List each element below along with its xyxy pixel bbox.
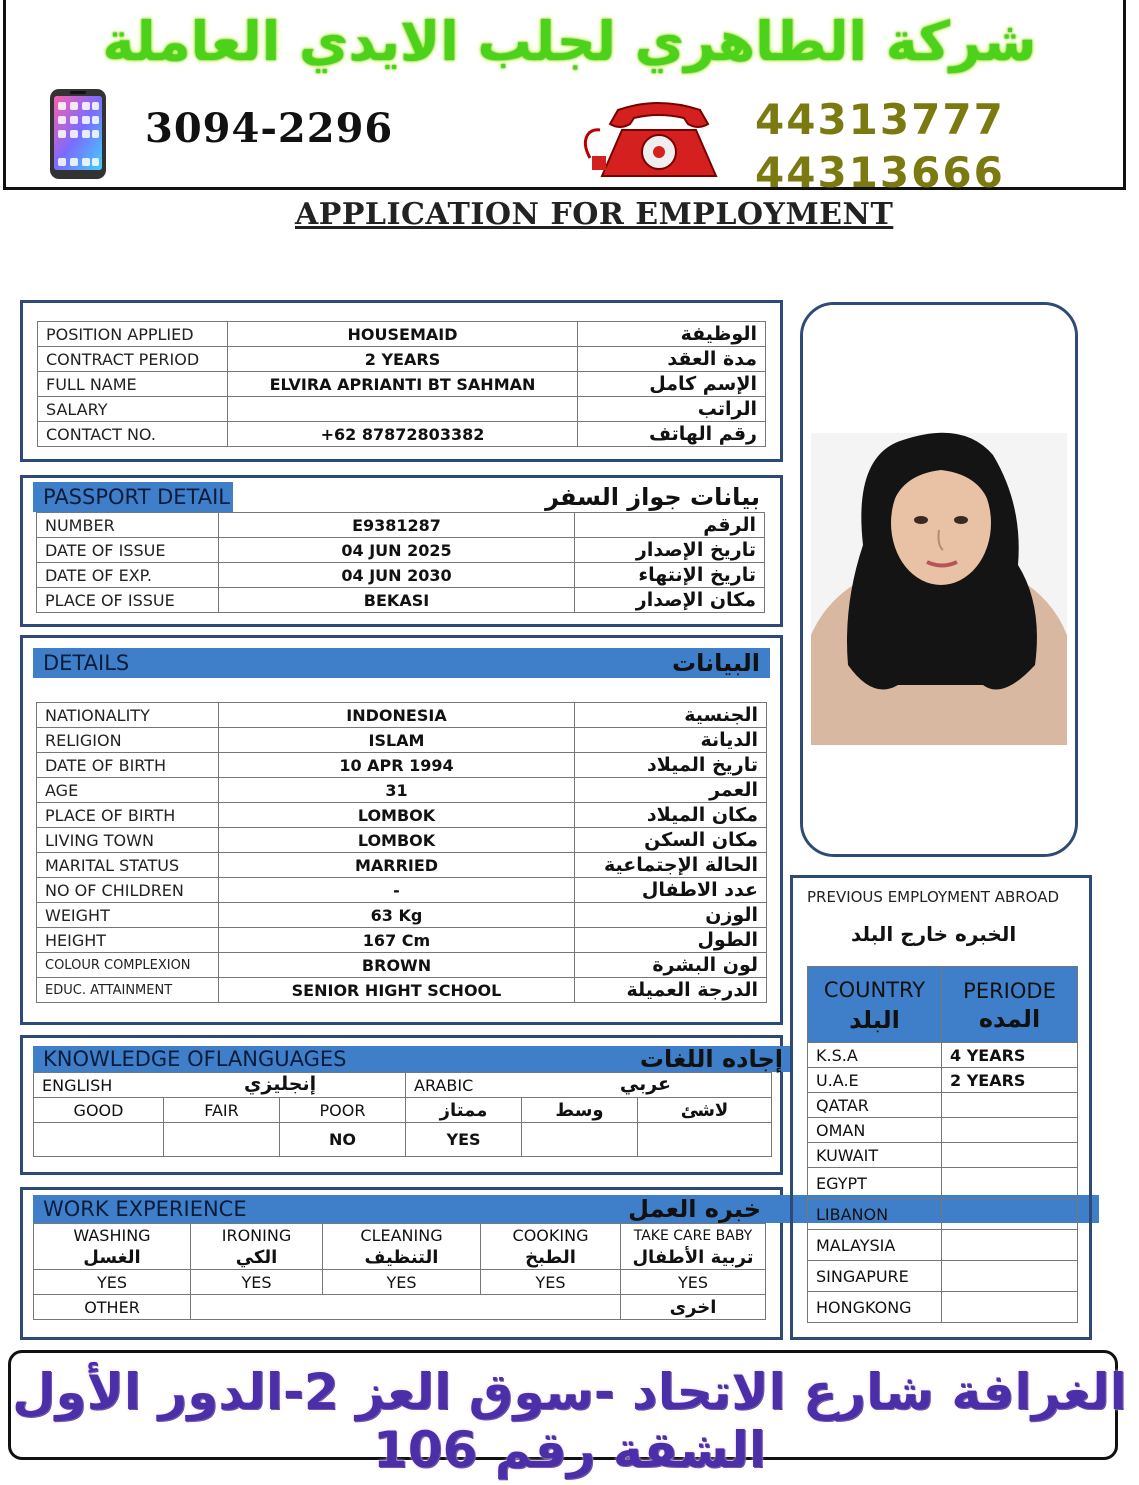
previous-employment-row xyxy=(808,1230,1078,1261)
previous-employment-row xyxy=(808,1143,1078,1168)
languages-header-bar xyxy=(33,1046,793,1072)
field-label-ar: تاريخ الميلاد xyxy=(575,753,767,778)
passport-row xyxy=(37,588,765,613)
details-row xyxy=(37,878,767,903)
field-label-ar: لون البشرة xyxy=(575,953,767,978)
field-label-ar: الوظيفة xyxy=(578,322,766,347)
field-label: NUMBER xyxy=(37,513,219,538)
field-label-ar: مدة العقد xyxy=(578,347,766,372)
language-level: FAIR xyxy=(164,1098,280,1123)
field-label: DATE OF EXP. xyxy=(37,563,219,588)
country-header: COUNTRY xyxy=(823,977,926,1002)
field-value: LOMBOK xyxy=(219,803,575,828)
previous-employment-row xyxy=(808,1043,1078,1068)
work-skill xyxy=(621,1224,766,1270)
work-skill-value: YES xyxy=(34,1270,191,1295)
languages-table xyxy=(33,1072,772,1157)
field-label-ar: الحالة الإجتماعية xyxy=(575,853,767,878)
field-label-ar: الرقم xyxy=(575,513,765,538)
field-label: NATIONALITY xyxy=(37,703,219,728)
field-label: PLACE OF ISSUE xyxy=(37,588,219,613)
field-label: POSITION APPLIED xyxy=(38,322,228,347)
general-info-row xyxy=(38,322,766,347)
language-level-value: YES xyxy=(406,1123,522,1157)
field-value: ELVIRA APRIANTI BT SAHMAN xyxy=(228,372,578,397)
field-value: BEKASI xyxy=(219,588,575,613)
field-value: 2 YEARS xyxy=(228,347,578,372)
passport-title-ar: بيانات جواز السفر xyxy=(545,483,760,511)
field-label-ar: الطول xyxy=(575,928,767,953)
details-row xyxy=(37,728,767,753)
field-label: AGE xyxy=(37,778,219,803)
field-value: LOMBOK xyxy=(219,828,575,853)
field-label-ar: الوزن xyxy=(575,903,767,928)
work-skill-label: IRONING xyxy=(221,1225,292,1245)
phone-number-1: 44313777 xyxy=(755,95,1005,144)
field-value: - xyxy=(219,878,575,903)
applicant-photo xyxy=(803,305,1075,854)
country-period xyxy=(942,1261,1078,1292)
details-row xyxy=(37,803,767,828)
company-name: شركة الطاهري لجلب الايدي العاملة xyxy=(102,10,1037,73)
smartphone-icon xyxy=(48,88,108,180)
previous-employment-title: PREVIOUS EMPLOYMENT ABROAD xyxy=(807,888,1060,906)
language-arabic: ARABIC xyxy=(414,1075,474,1095)
country-header-ar: البلد xyxy=(849,1005,900,1034)
country-name: KUWAIT xyxy=(808,1143,942,1168)
field-value: 04 JUN 2025 xyxy=(219,538,575,563)
country-period xyxy=(942,1118,1078,1143)
country-name: MALAYSIA xyxy=(808,1230,942,1261)
language-level: ممتاز xyxy=(406,1098,522,1123)
field-label-ar: مكان الإصدار xyxy=(575,588,765,613)
field-label: NO OF CHILDREN xyxy=(37,878,219,903)
field-value: MARRIED xyxy=(219,853,575,878)
language-english: ENGLISH xyxy=(42,1075,113,1095)
previous-employment-row xyxy=(808,1093,1078,1118)
field-label: CONTRACT PERIOD xyxy=(38,347,228,372)
details-title: DETAILS xyxy=(43,651,130,675)
general-info-panel xyxy=(20,300,783,462)
work-skill-label-ar: الطبخ xyxy=(525,1246,576,1268)
field-label-ar: الجنسية xyxy=(575,703,767,728)
previous-employment-table xyxy=(807,966,1078,1323)
field-label-ar: العمر xyxy=(575,778,767,803)
work-skill-label-ar: الكي xyxy=(235,1246,278,1268)
field-value: SENIOR HIGHT SCHOOL xyxy=(219,978,575,1003)
general-info-row xyxy=(38,397,766,422)
work-skill-label-ar: التنظيف xyxy=(364,1246,439,1268)
previous-employment-row xyxy=(808,1118,1078,1143)
language-level: POOR xyxy=(280,1098,406,1123)
field-value: 04 JUN 2030 xyxy=(219,563,575,588)
details-row xyxy=(37,828,767,853)
work-skill xyxy=(191,1224,323,1270)
form-title: APPLICATION FOR EMPLOYMENT xyxy=(295,197,894,232)
details-title-ar: البيانات xyxy=(672,649,760,677)
telephone-icon xyxy=(580,100,735,182)
field-label: PLACE OF BIRTH xyxy=(37,803,219,828)
passport-table xyxy=(36,512,765,613)
work-skill-label: CLEANING xyxy=(360,1225,443,1245)
work-title: WORK EXPERIENCE xyxy=(43,1197,247,1221)
country-name: SINGAPURE xyxy=(808,1261,942,1292)
field-value: +62 87872803382 xyxy=(228,422,578,447)
work-skill-value: YES xyxy=(191,1270,323,1295)
country-name: K.S.A xyxy=(808,1043,942,1068)
work-skill-label-ar: الغسل xyxy=(83,1246,141,1268)
work-other-label: OTHER xyxy=(34,1295,191,1320)
work-skill-label-ar: تربية الأطفال xyxy=(632,1246,754,1268)
field-label: FULL NAME xyxy=(38,372,228,397)
previous-employment-row xyxy=(808,1199,1078,1230)
field-label: MARITAL STATUS xyxy=(37,853,219,878)
field-value: 10 APR 1994 xyxy=(219,753,575,778)
field-value: ISLAM xyxy=(219,728,575,753)
work-skill-label: TAKE CARE BABY xyxy=(633,1227,753,1244)
details-row xyxy=(37,778,767,803)
general-info-row xyxy=(38,372,766,397)
field-label: WEIGHT xyxy=(37,903,219,928)
details-row xyxy=(37,903,767,928)
field-label-ar: تاريخ الإنتهاء xyxy=(575,563,765,588)
details-table xyxy=(36,702,767,1003)
work-skill-label: COOKING xyxy=(512,1225,589,1245)
details-row xyxy=(37,953,767,978)
country-period xyxy=(942,1143,1078,1168)
previous-employment-row xyxy=(808,1261,1078,1292)
languages-title-ar: إجاده اللغات xyxy=(639,1045,783,1073)
country-name: QATAR xyxy=(808,1093,942,1118)
passport-row xyxy=(37,513,765,538)
field-value: HOUSEMAID xyxy=(228,322,578,347)
details-row xyxy=(37,928,767,953)
field-value: E9381287 xyxy=(219,513,575,538)
details-row xyxy=(37,978,767,1003)
country-name: U.A.E xyxy=(808,1068,942,1093)
previous-employment-row xyxy=(808,1068,1078,1093)
work-title-ar: خبره العمل xyxy=(628,1195,761,1223)
field-value: INDONESIA xyxy=(219,703,575,728)
country-period xyxy=(942,1168,1078,1199)
previous-employment-row xyxy=(808,1168,1078,1199)
country-period xyxy=(942,1230,1078,1261)
work-skill-value: YES xyxy=(481,1270,621,1295)
applicant-photo-frame xyxy=(800,302,1078,857)
general-info-table xyxy=(37,321,766,447)
passport-row xyxy=(37,538,765,563)
field-label: SALARY xyxy=(38,397,228,422)
field-label-ar: مكان الميلاد xyxy=(575,803,767,828)
work-skill-value: YES xyxy=(323,1270,481,1295)
details-row xyxy=(37,703,767,728)
country-period xyxy=(942,1199,1078,1230)
field-label: HEIGHT xyxy=(37,928,219,953)
country-period xyxy=(942,1292,1078,1323)
field-label: LIVING TOWN xyxy=(37,828,219,853)
language-level-value xyxy=(638,1123,772,1157)
field-value: 63 Kg xyxy=(219,903,575,928)
language-level: لاشئ xyxy=(638,1098,772,1123)
country-name: OMAN xyxy=(808,1118,942,1143)
field-label: DATE OF BIRTH xyxy=(37,753,219,778)
field-label: DATE OF ISSUE xyxy=(37,538,219,563)
field-label-ar: تاريخ الإصدار xyxy=(575,538,765,563)
field-label: COLOUR COMPLEXION xyxy=(37,953,219,978)
field-label: EDUC. ATTAINMENT xyxy=(37,978,219,1003)
period-header: PERIODE xyxy=(963,978,1056,1003)
field-value: 31 xyxy=(219,778,575,803)
country-name: LIBANON xyxy=(808,1199,942,1230)
work-skill-value: YES xyxy=(621,1270,766,1295)
work-other-label-ar: اخرى xyxy=(621,1295,766,1320)
languages-title: KNOWLEDGE OFLANGUAGES xyxy=(43,1047,347,1071)
field-label-ar: مكان السكن xyxy=(575,828,767,853)
field-value: 167 Cm xyxy=(219,928,575,953)
previous-employment-panel xyxy=(790,875,1092,1340)
passport-title: PASSPORT DETAIL xyxy=(43,485,231,509)
field-label-ar: الراتب xyxy=(578,397,766,422)
work-skill xyxy=(323,1224,481,1270)
language-level-value: NO xyxy=(280,1123,406,1157)
language-level-value xyxy=(34,1123,164,1157)
work-skill xyxy=(34,1224,191,1270)
work-experience-panel xyxy=(20,1187,783,1340)
general-info-row xyxy=(38,422,766,447)
field-label-ar: عدد الاطفال xyxy=(575,878,767,903)
country-period xyxy=(942,1093,1078,1118)
details-panel xyxy=(20,635,783,1025)
field-label-ar: الدرجة العميلة xyxy=(575,978,767,1003)
details-row xyxy=(37,853,767,878)
language-level: GOOD xyxy=(34,1098,164,1123)
field-label-ar: الإسم كامل xyxy=(578,372,766,397)
field-label: RELIGION xyxy=(37,728,219,753)
field-value: BROWN xyxy=(219,953,575,978)
details-row xyxy=(37,753,767,778)
passport-panel xyxy=(20,475,783,627)
passport-header-bar xyxy=(33,482,770,512)
details-header-bar xyxy=(33,648,770,678)
general-info-row xyxy=(38,347,766,372)
mobile-number: 3094-2296 xyxy=(145,105,394,152)
country-period: 2 YEARS xyxy=(942,1068,1078,1093)
language-arabic-ar: عربي xyxy=(619,1073,672,1095)
field-label-ar: رقم الهاتف xyxy=(578,422,766,447)
field-label-ar: الديانة xyxy=(575,728,767,753)
language-english-ar: إنجليزي xyxy=(244,1073,317,1095)
field-value xyxy=(228,397,578,422)
previous-employment-row xyxy=(808,1292,1078,1323)
passport-row xyxy=(37,563,765,588)
language-level-value xyxy=(522,1123,638,1157)
country-name: HONGKONG xyxy=(808,1292,942,1323)
work-skill xyxy=(481,1224,621,1270)
company-address: الغرافة شارع الاتحاد -سوق العز 2-الدور الأول الشقة رقم 106 xyxy=(12,1363,1127,1479)
languages-panel xyxy=(20,1035,783,1175)
field-label: CONTACT NO. xyxy=(38,422,228,447)
country-period: 4 YEARS xyxy=(942,1043,1078,1068)
period-header-ar: المده xyxy=(978,1004,1041,1033)
language-level: وسط xyxy=(522,1098,638,1123)
language-level-value xyxy=(164,1123,280,1157)
phone-number-2: 44313666 xyxy=(755,148,1005,197)
work-skill-label: WASHING xyxy=(73,1225,151,1245)
country-name: EGYPT xyxy=(808,1168,942,1199)
previous-employment-title-ar: الخبره خارج البلد xyxy=(851,922,1017,946)
work-table xyxy=(33,1223,766,1320)
